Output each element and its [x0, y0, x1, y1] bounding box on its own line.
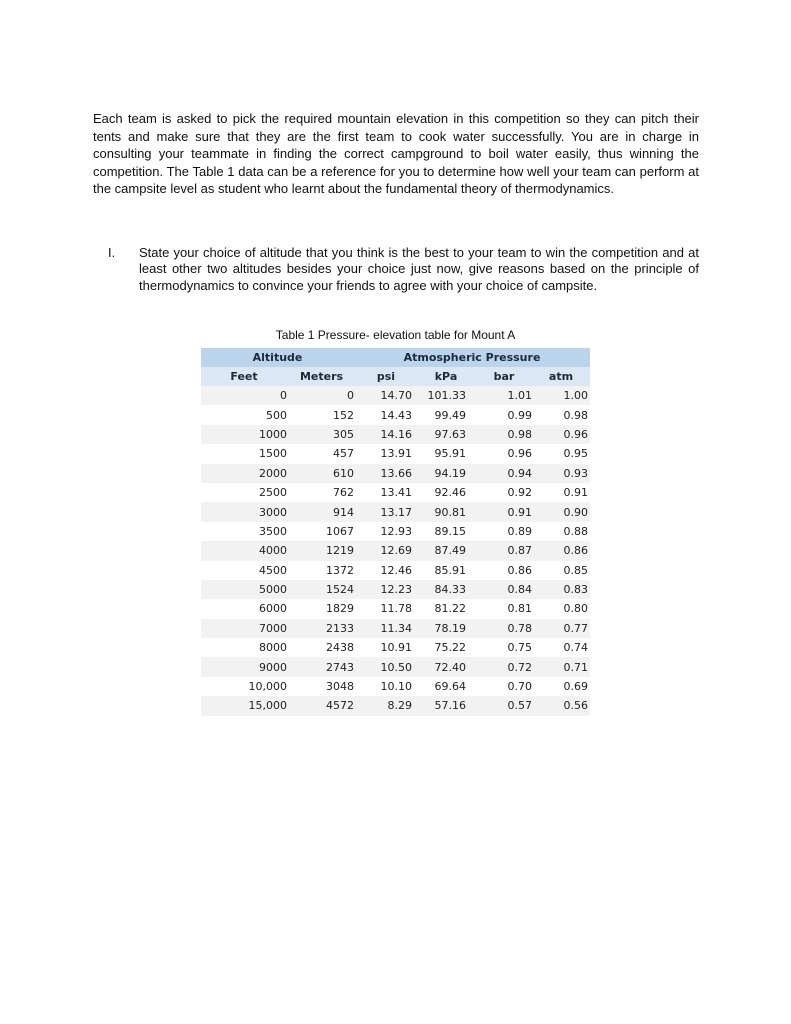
table-cell-meters: 1829	[289, 599, 356, 618]
table-cell-meters: 2133	[289, 619, 356, 638]
table-cell-meters: 762	[289, 483, 356, 502]
group-header-atmospheric-pressure: Atmospheric Pressure	[356, 348, 590, 367]
table-cell-kpa: 99.49	[418, 405, 476, 424]
table-row	[201, 599, 590, 618]
table-cell-psi: 10.50	[356, 657, 418, 676]
table-cell-feet: 9000	[201, 657, 289, 676]
table-cell-atm: 0.85	[534, 561, 590, 580]
table-row	[201, 638, 590, 657]
table-cell-atm: 0.91	[534, 483, 590, 502]
table-cell-meters: 1219	[289, 541, 356, 560]
table-cell-meters: 2743	[289, 657, 356, 676]
table-cell-meters: 1524	[289, 580, 356, 599]
table-row	[201, 522, 590, 541]
table-cell-kpa: 87.49	[418, 541, 476, 560]
table-cell-feet: 4000	[201, 541, 289, 560]
table-body	[201, 386, 590, 716]
table-cell-kpa: 95.91	[418, 444, 476, 463]
table-row	[201, 580, 590, 599]
table-cell-kpa: 84.33	[418, 580, 476, 599]
table-cell-kpa: 101.33	[418, 386, 476, 405]
table-cell-bar: 0.89	[476, 522, 534, 541]
table-cell-atm: 0.86	[534, 541, 590, 560]
table-cell-bar: 0.99	[476, 405, 534, 424]
table-cell-bar: 0.94	[476, 464, 534, 483]
column-header-kpa: kPa	[418, 367, 476, 386]
table-cell-psi: 13.17	[356, 502, 418, 521]
table-row	[201, 425, 590, 444]
table-cell-bar: 0.91	[476, 502, 534, 521]
table-cell-feet: 5000	[201, 580, 289, 599]
table-cell-kpa: 94.19	[418, 464, 476, 483]
column-header-atm: atm	[534, 367, 590, 386]
table-cell-kpa: 57.16	[418, 696, 476, 715]
table-cell-meters: 610	[289, 464, 356, 483]
table-cell-psi: 12.23	[356, 580, 418, 599]
table-row	[201, 405, 590, 424]
table-row	[201, 444, 590, 463]
table-cell-atm: 0.69	[534, 677, 590, 696]
table-cell-kpa: 78.19	[418, 619, 476, 638]
table-cell-psi: 14.70	[356, 386, 418, 405]
table-cell-meters: 4572	[289, 696, 356, 715]
intro-paragraph: Each team is asked to pick the required mountain elevation in this competition so they can pitch their tents and make sure that they are the first team to cook water successfully. You are in charge in consulting your teammate in finding the correct campground to boil water easily, thus winning the competition. The Table 1 data can be a reference for you to determine how well your team can perform at the campsite level as student who learnt about the fundamental theory of thermodynamics.	[93, 111, 699, 197]
table-cell-feet: 0	[201, 386, 289, 405]
table-cell-feet: 7000	[201, 619, 289, 638]
table-cell-atm: 0.95	[534, 444, 590, 463]
column-header-psi: psi	[356, 367, 418, 386]
table-cell-feet: 2500	[201, 483, 289, 502]
table-cell-kpa: 97.63	[418, 425, 476, 444]
table-cell-bar: 0.92	[476, 483, 534, 502]
table-cell-feet: 500	[201, 405, 289, 424]
table-cell-psi: 14.16	[356, 425, 418, 444]
table-cell-atm: 0.56	[534, 696, 590, 715]
table-cell-atm: 0.71	[534, 657, 590, 676]
table-cell-atm: 0.80	[534, 599, 590, 618]
table-cell-meters: 3048	[289, 677, 356, 696]
table-cell-kpa: 81.22	[418, 599, 476, 618]
table-cell-atm: 0.93	[534, 464, 590, 483]
table-cell-atm: 0.96	[534, 425, 590, 444]
question-text: State your choice of altitude that you think is the best to your team to win the competition and at least other two altitudes besides your choice just now, give reasons based on the principle of thermodynamics to convince your friends to agree with your choice of campsite.	[139, 245, 699, 293]
table-cell-psi: 10.91	[356, 638, 418, 657]
table-cell-meters: 457	[289, 444, 356, 463]
table-cell-atm: 0.83	[534, 580, 590, 599]
table-cell-feet: 3500	[201, 522, 289, 541]
table-cell-bar: 0.98	[476, 425, 534, 444]
table-cell-bar: 0.72	[476, 657, 534, 676]
table-row	[201, 541, 590, 560]
table-cell-bar: 0.78	[476, 619, 534, 638]
table-cell-feet: 1500	[201, 444, 289, 463]
table-cell-feet: 15,000	[201, 696, 289, 715]
column-header-feet: Feet	[201, 367, 289, 386]
table-cell-kpa: 69.64	[418, 677, 476, 696]
table-caption: Table 1 Pressure- elevation table for Mount A	[275, 328, 516, 342]
question-number: I.	[108, 245, 116, 260]
table-cell-psi: 12.46	[356, 561, 418, 580]
table-cell-psi: 13.66	[356, 464, 418, 483]
table-cell-kpa: 92.46	[418, 483, 476, 502]
table-cell-psi: 10.10	[356, 677, 418, 696]
table-cell-atm: 0.88	[534, 522, 590, 541]
table-cell-atm: 1.00	[534, 386, 590, 405]
column-header-meters: Meters	[289, 367, 356, 386]
table-cell-bar: 0.87	[476, 541, 534, 560]
table-cell-atm: 0.74	[534, 638, 590, 657]
table-row	[201, 677, 590, 696]
table-cell-meters: 914	[289, 502, 356, 521]
table-cell-feet: 4500	[201, 561, 289, 580]
table-cell-kpa: 89.15	[418, 522, 476, 541]
table-cell-meters: 152	[289, 405, 356, 424]
table-row	[201, 464, 590, 483]
table-cell-feet: 3000	[201, 502, 289, 521]
table-cell-feet: 1000	[201, 425, 289, 444]
table-row	[201, 502, 590, 521]
table-cell-atm: 0.90	[534, 502, 590, 521]
table-cell-bar: 0.86	[476, 561, 534, 580]
table-cell-bar: 1.01	[476, 386, 534, 405]
table-cell-atm: 0.77	[534, 619, 590, 638]
group-header-altitude: Altitude	[201, 348, 356, 367]
table-cell-bar: 0.81	[476, 599, 534, 618]
table-cell-psi: 8.29	[356, 696, 418, 715]
table-cell-bar: 0.84	[476, 580, 534, 599]
table-cell-bar: 0.96	[476, 444, 534, 463]
table-cell-kpa: 85.91	[418, 561, 476, 580]
table-cell-psi: 14.43	[356, 405, 418, 424]
table-cell-psi: 11.78	[356, 599, 418, 618]
table-cell-psi: 11.34	[356, 619, 418, 638]
table-row	[201, 619, 590, 638]
table-cell-feet: 8000	[201, 638, 289, 657]
table-cell-psi: 13.91	[356, 444, 418, 463]
table-row	[201, 657, 590, 676]
table-cell-atm: 0.98	[534, 405, 590, 424]
table-row	[201, 696, 590, 715]
table-row	[201, 483, 590, 502]
table-cell-meters: 305	[289, 425, 356, 444]
pressure-elevation-table	[201, 348, 590, 716]
table-cell-kpa: 75.22	[418, 638, 476, 657]
table-cell-kpa: 72.40	[418, 657, 476, 676]
table-row	[201, 386, 590, 405]
table-cell-bar: 0.70	[476, 677, 534, 696]
table-cell-feet: 6000	[201, 599, 289, 618]
table-cell-feet: 2000	[201, 464, 289, 483]
column-header-bar: bar	[476, 367, 534, 386]
table-cell-psi: 12.69	[356, 541, 418, 560]
table-cell-meters: 2438	[289, 638, 356, 657]
table-cell-psi: 13.41	[356, 483, 418, 502]
table-cell-meters: 1067	[289, 522, 356, 541]
table-cell-bar: 0.57	[476, 696, 534, 715]
table-cell-meters: 0	[289, 386, 356, 405]
table-cell-bar: 0.75	[476, 638, 534, 657]
table-row	[201, 561, 590, 580]
table-cell-feet: 10,000	[201, 677, 289, 696]
table-cell-kpa: 90.81	[418, 502, 476, 521]
table-cell-psi: 12.93	[356, 522, 418, 541]
table-cell-meters: 1372	[289, 561, 356, 580]
